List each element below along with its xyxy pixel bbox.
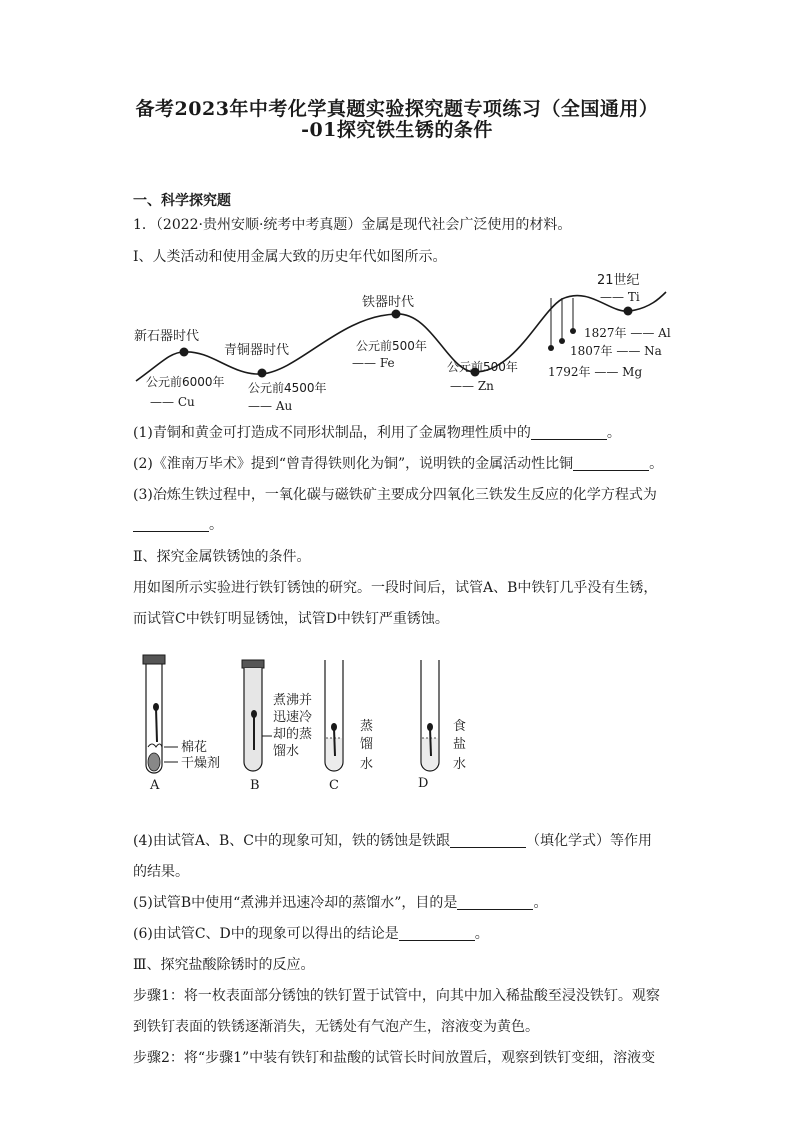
question-intro: 1．（2022·贵州安顺·统考中考真题）金属是现代社会广泛使用的材料。 (133, 217, 572, 233)
part3-heading: Ⅲ、探究盐酸除锈时的反应。 (133, 957, 315, 973)
neolithic-dot (180, 348, 189, 357)
label-fe-year: 公元前500年 (356, 339, 427, 353)
svg-text:煮沸并: 煮沸并 (273, 693, 313, 708)
label-al: 1827年 —— Al (584, 326, 671, 340)
svg-text:馏水: 馏水 (273, 744, 300, 759)
page-subtitle: -01探究铁生锈的条件 (301, 119, 493, 141)
section-heading: 一、科学探究题 (133, 193, 231, 209)
answer-blank-2[interactable] (573, 456, 649, 471)
answer-blank-4[interactable] (450, 833, 526, 848)
tube-letter-a: A (150, 778, 160, 793)
step2-line-1: 步骤2：将“步骤1”中装有铁钉和盐酸的试管长时间放置后，观察到铁钉变细，溶液变 (133, 1050, 656, 1066)
al-dot (570, 328, 576, 334)
label-21c: 21世纪 (597, 273, 640, 288)
part2-heading: Ⅱ、探究金属铁锈蚀的条件。 (133, 549, 311, 565)
svg-text:盐: 盐 (453, 737, 467, 752)
answer-blank-1[interactable] (531, 425, 607, 440)
step1-line-1: 步骤1：将一枚表面部分锈蚀的铁钉置于试管中，向其中加入稀盐酸至浸没铁钉。观察 (133, 988, 660, 1004)
history-timeline-figure (0, 268, 794, 418)
question-1: (1)青铜和黄金可打造成不同形状制品，利用了金属物理性质中的 。 (133, 425, 621, 441)
step1-line-2: 到铁钉表面的铁锈逐渐消失，无锈处有气泡产生，溶液变为黄色。 (133, 1019, 539, 1035)
iron-dot (392, 310, 401, 319)
svg-text:迅速冷: 迅速冷 (273, 710, 313, 725)
label-mg: 1792年 —— Mg (548, 365, 643, 379)
question-3-answer: 。 (133, 514, 223, 534)
tube-d (421, 660, 466, 772)
label-zn-year: 公元前500年 (447, 360, 518, 374)
tube-a (143, 655, 220, 773)
label-na: 1807年 —— Na (570, 344, 662, 358)
label-neolithic: 新石器时代 (134, 329, 200, 344)
tube-c (325, 660, 373, 772)
svg-text:食: 食 (453, 719, 467, 734)
label-bronze: 青铜器时代 (224, 343, 290, 358)
svg-text:蒸: 蒸 (360, 719, 374, 734)
page-title: 备考2023年中考化学真题实验探究题专项练习（全国通用） (135, 98, 659, 120)
ti-dot (624, 307, 633, 316)
label-cu: —— Cu (150, 395, 195, 409)
part1-heading: Ⅰ、人类活动和使用金属大致的历史年代如图所示。 (133, 249, 447, 265)
label-fe: —— Fe (352, 356, 395, 370)
question-3: (3)冶炼生铁过程中，一氧化碳与磁铁矿主要成分四氧化三铁发生反应的化学方程式为 (133, 487, 657, 503)
question-4-cont: 的结果。 (133, 864, 189, 880)
question-6: (6)由试管C、D中的现象可以得出的结论是 。 (133, 926, 489, 942)
mg-dot (548, 345, 554, 351)
tube-b (242, 660, 312, 771)
answer-blank-6[interactable] (399, 926, 475, 941)
label-zn: —— Zn (450, 379, 494, 393)
label-au-year: 公元前4500年 (248, 381, 327, 395)
question-4: (4)由试管A、B、C中的现象可知，铁的锈蚀是铁跟 （填化学式）等作用 (133, 833, 652, 849)
test-tubes-figure (0, 650, 794, 800)
question-2: (2)《淮南万毕术》提到“曾青得铁则化为铜”，说明铁的金属活动性比铜 。 (133, 456, 664, 472)
part2-desc-2: 而试管C中铁钉明显锈蚀，试管D中铁钉严重锈蚀。 (133, 611, 449, 627)
na-dot (559, 338, 565, 344)
svg-text:水: 水 (453, 757, 467, 772)
svg-text:水: 水 (360, 757, 374, 772)
question-5: (5)试管B中使用“煮沸并迅速冷却的蒸馏水”，目的是 。 (133, 895, 548, 911)
label-cu-year: 公元前6000年 (146, 375, 225, 389)
answer-blank-5[interactable] (457, 895, 533, 910)
tube-letter-d: D (418, 776, 429, 791)
part2-desc-1: 用如图所示实验进行铁钉锈蚀的研究。一段时间后，试管A、B中铁钉几乎没有生锈， (133, 580, 658, 596)
tube-letter-c: C (329, 778, 339, 793)
tube-letter-b: B (250, 778, 260, 793)
label-iron: 铁器时代 (362, 295, 415, 310)
svg-text:干燥剂: 干燥剂 (181, 756, 221, 771)
svg-text:棉花: 棉花 (181, 740, 208, 755)
bronze-dot (258, 369, 267, 378)
answer-blank-3[interactable] (133, 517, 209, 532)
label-ti: —— Ti (600, 290, 640, 304)
svg-text:却的蒸: 却的蒸 (273, 727, 313, 742)
label-au: —— Au (248, 399, 293, 413)
svg-text:馏: 馏 (360, 737, 374, 752)
